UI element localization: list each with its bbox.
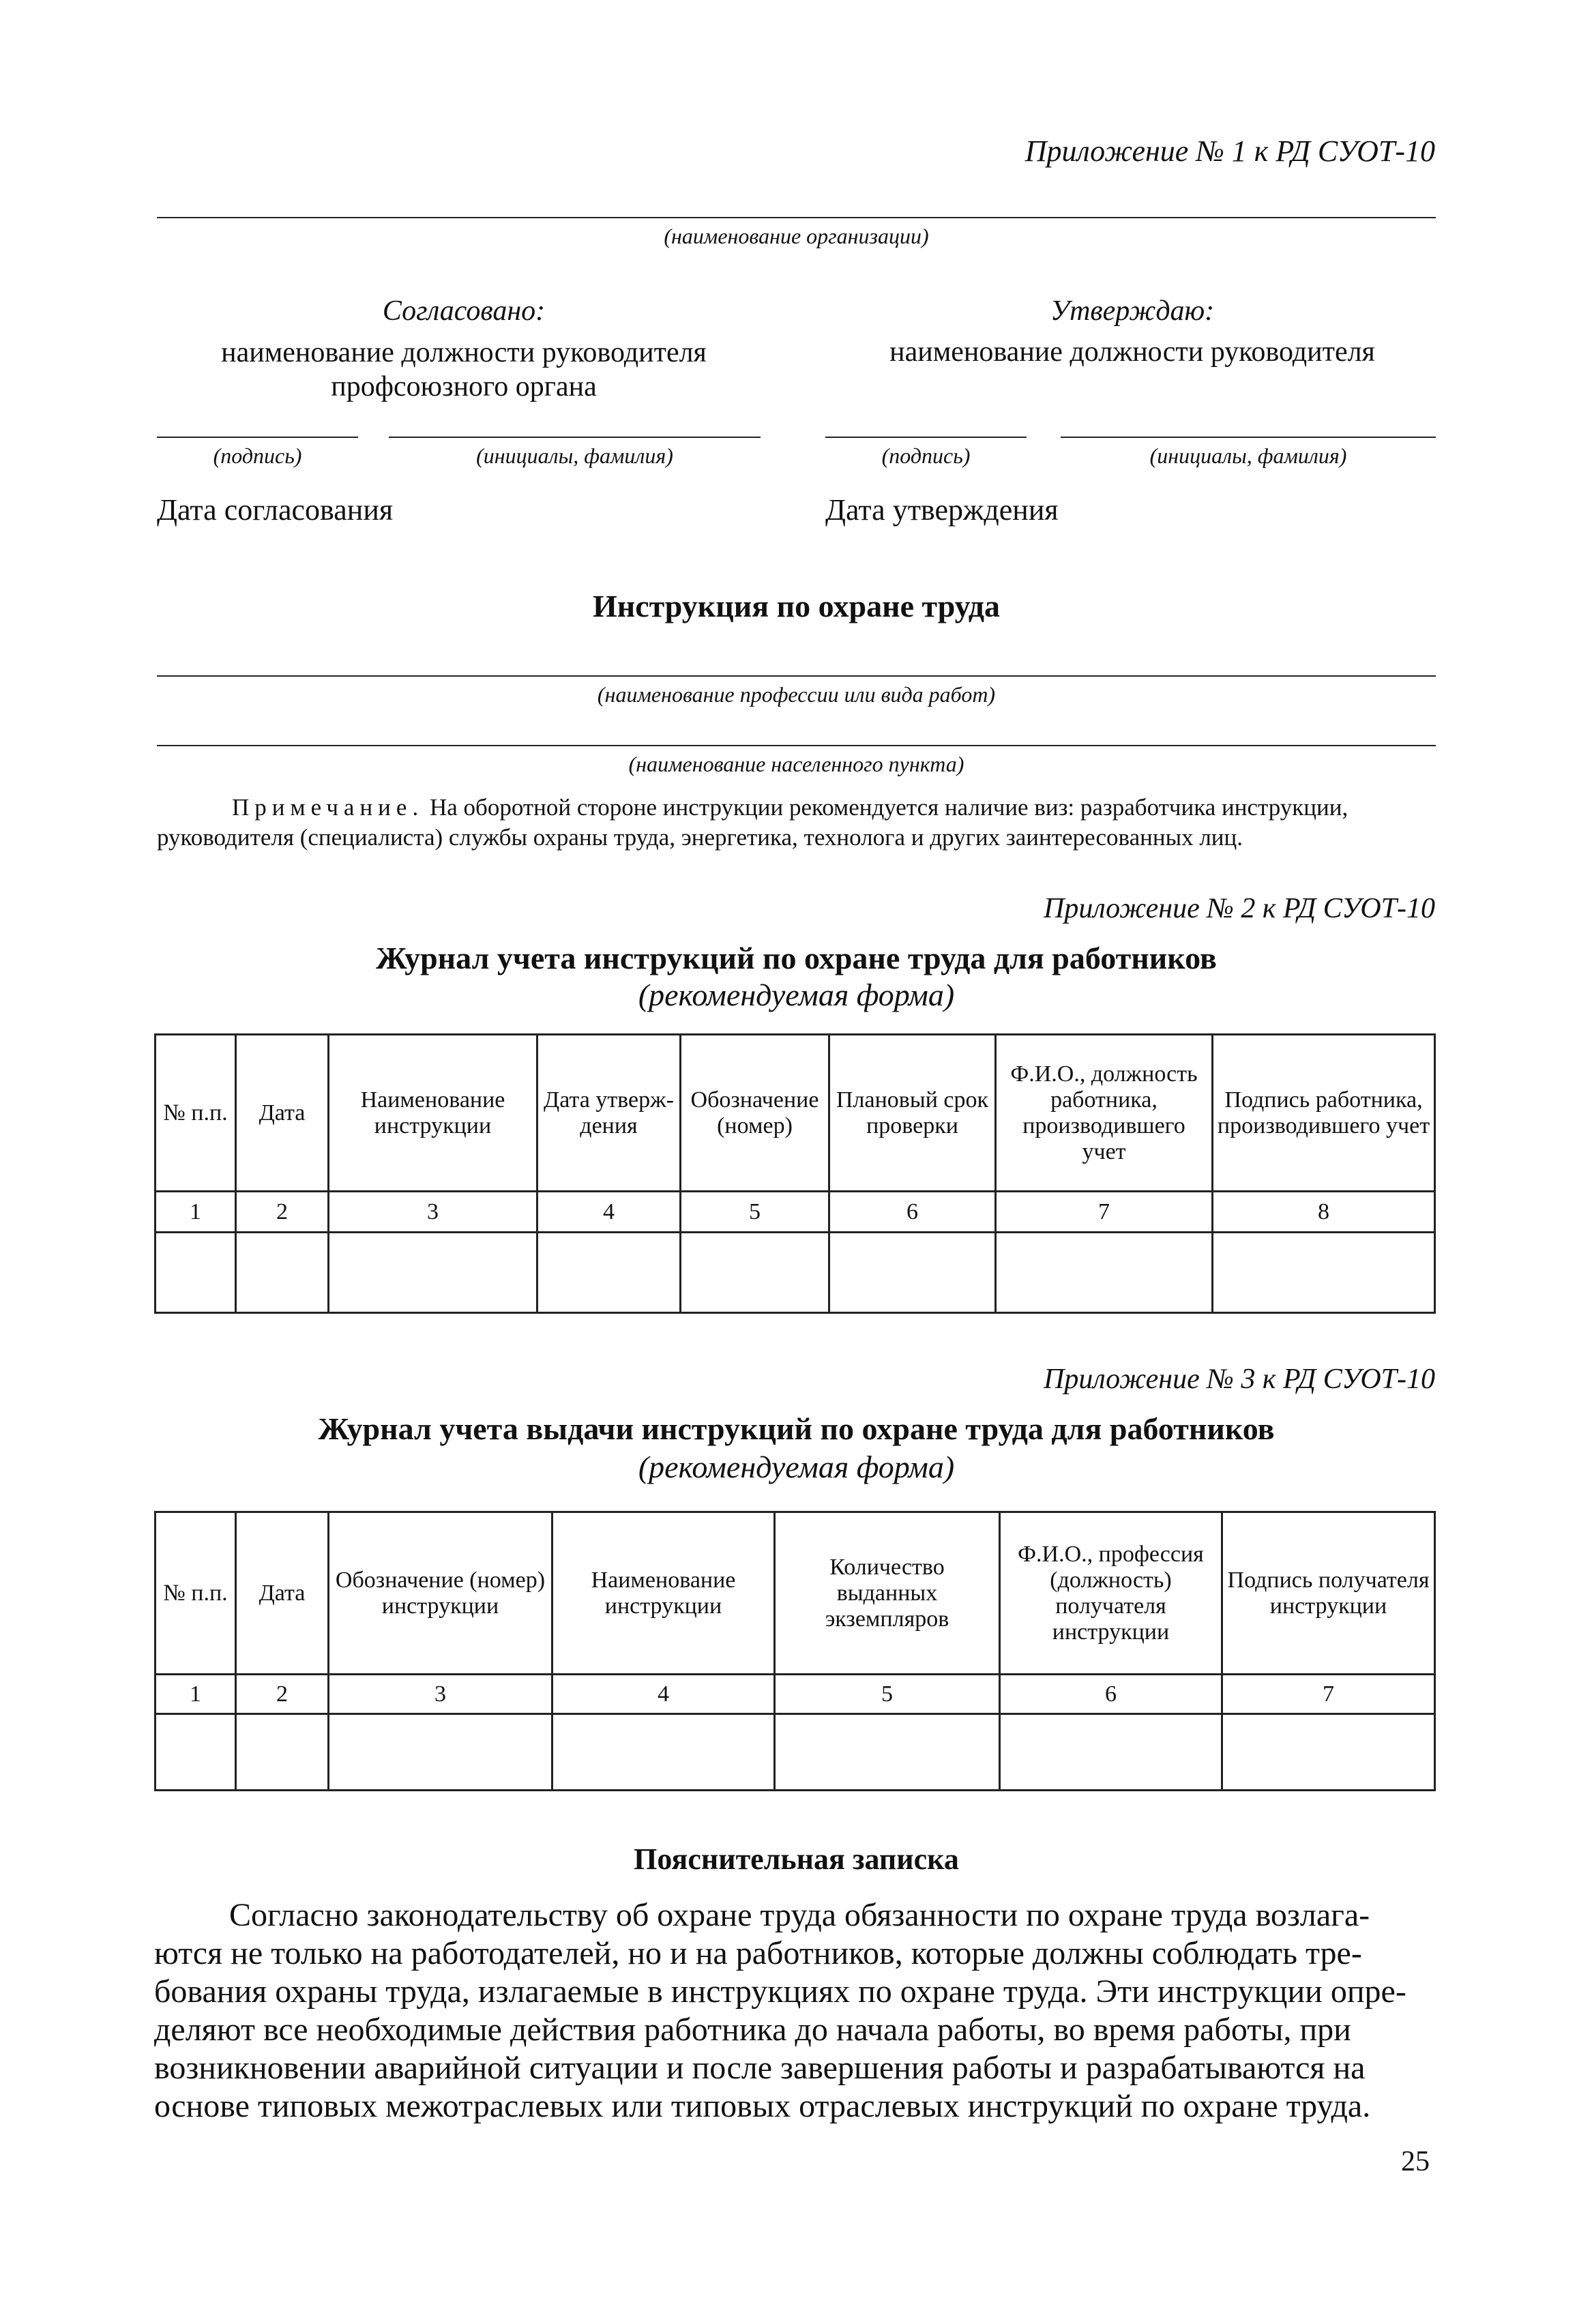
journal1-empty-row [156,1233,1435,1313]
note-line1: На оборотной стороне инструкции рекомендуется наличие виз: разработчика инструкции, [429,794,1348,821]
journal1-header-row [156,1035,1435,1192]
journal2-number-cell: 7 [1222,1675,1435,1714]
journal2-header-cell: Обозначение (номер) инструкции [329,1512,552,1675]
explanatory-note-title: Пояснительная записка [634,1842,959,1876]
right-name-caption: (инициалы, фамилия) [1149,443,1347,468]
explanatory-note-body [154,1896,1435,2126]
journal2-table [154,1511,1436,1791]
journal2-header-cell: Наименование инструкции [552,1512,775,1675]
journal2-empty-cell [1000,1714,1222,1791]
journal1-number-cell: 6 [829,1192,996,1233]
journal1-header-cell: Обозначение (номер) [681,1035,829,1192]
locality-line [157,745,1436,746]
journal1-empty-cell [996,1233,1213,1313]
journal2-number-cell: 1 [156,1675,236,1714]
journal1-header-cell: Наименование инструкции [329,1035,537,1192]
journal1-header-cell: Дата [236,1035,329,1192]
locality-caption: (наименование населенного пункта) [628,752,964,776]
journal1-empty-cell [537,1233,681,1313]
confirm-heading: Утверждаю: [1050,295,1215,327]
note-label: Примечание. [232,794,424,821]
appendix2-ref: Приложение № 2 к РД СУОТ-10 [1044,893,1435,924]
journal1-empty-cell [829,1233,996,1313]
journal1-number-cell: 3 [329,1192,537,1233]
journal2-number-cell: 4 [552,1675,775,1714]
journal2-empty-cell [775,1714,1000,1791]
note-paragraph-line: ются не только на работодателей, но и на работников, которые должны соблюдать тре- [154,1935,1362,1971]
appendix1-ref: Приложение № 1 к РД СУОТ-10 [1025,134,1435,168]
right-signature-line [825,437,1027,438]
journal2-header-cell: Количество выданных экземпляров [775,1512,1000,1675]
journal2-header-cell: № п.п. [156,1512,236,1675]
journal2-empty-cell [552,1714,775,1791]
profession-caption: (наименование профессии или вида работ) [597,682,996,707]
journal2-empty-cell [1222,1714,1435,1791]
journal2-empty-cell [329,1714,552,1791]
journal1-empty-cell [681,1233,829,1313]
journal2-number-cell: 2 [236,1675,329,1714]
approval-date-label: Дата согласования [157,493,394,527]
left-signature-caption: (подпись) [213,443,302,468]
left-name-line [389,437,761,438]
approval-position-line1: наименование должности руководителя [221,337,707,368]
journal1-number-cell: 1 [156,1192,236,1233]
journal1-empty-cell [236,1233,329,1313]
profession-line [157,675,1436,677]
page-number: 25 [1401,2146,1430,2177]
journal1-header-cell: № п.п. [156,1035,236,1192]
journal2-empty-cell [156,1714,236,1791]
left-signature-line [157,437,358,438]
approval-position-line2: профсоюзного органа [331,371,597,402]
journal2-number-cell: 5 [775,1675,1000,1714]
journal2-number-cell: 6 [1000,1675,1222,1714]
journal2-header-cell: Ф.И.О., профессия (должность) получателя инструкции [1000,1512,1222,1675]
org-name-caption: (наименование организации) [664,224,929,248]
note-line2: руководителя (специалиста) службы охраны труда, энергетика, технолога и других заинтересованных лиц. [157,824,1243,851]
note-paragraph-line: деляют все необходимые действия работника до начала работы, во время работы, при [154,2012,1351,2048]
left-name-caption: (инициалы, фамилия) [476,443,673,468]
journal1-number-cell: 4 [537,1192,681,1233]
journal1-subtitle: (рекомендуемая форма) [638,977,955,1012]
note-block [157,793,1436,853]
journal1-title: Журнал учета инструкций по охране труда для работников [376,941,1217,975]
journal2-header-cell: Дата [236,1512,329,1675]
journal1-number-cell: 2 [236,1192,329,1233]
confirm-date-label: Дата утверждения [825,493,1059,527]
journal1-empty-cell [156,1233,236,1313]
journal1-table [154,1033,1436,1314]
journal1-number-cell: 8 [1213,1192,1435,1233]
journal2-number-row [156,1675,1435,1714]
journal1-empty-cell [1213,1233,1435,1313]
approval-heading: Согласовано: [382,295,546,327]
journal1-header-cell: Дата утверж-дения [537,1035,681,1192]
journal2-header-cell: Подпись получателя инструкции [1222,1512,1435,1675]
approval-position [157,336,771,404]
journal2-empty-row [156,1714,1435,1791]
note-paragraph-line: бования охраны труда, излагаемые в инструкциях по охране труда. Эти инструкции опре- [154,1973,1406,2010]
journal2-subtitle: (рекомендуемая форма) [638,1450,955,1484]
note-paragraph-line: возникновении аварийной ситуации и после завершения работы и разрабатываются на [154,2050,1366,2086]
appendix3-ref: Приложение № 3 к РД СУОТ-10 [1044,1364,1435,1395]
note-paragraph-line: основе типовых межотраслевых или типовых отраслевых инструкций по охране труда. [154,2088,1371,2124]
org-name-line [157,217,1436,218]
journal1-empty-cell [329,1233,537,1313]
journal2-empty-cell [236,1714,329,1791]
right-signature-caption: (подпись) [881,443,971,468]
confirm-position: наименование должности руководителя [889,336,1375,368]
journal1-header-cell: Ф.И.О., должность работника, производившего учет [996,1035,1213,1192]
note-paragraph-line: Согласно законодательству об охране труда обязанности по охране труда возлага- [229,1897,1370,1933]
journal1-header-cell: Плановый срок проверки [829,1035,996,1192]
journal1-header-cell: Подпись работника, производившего учет [1213,1035,1435,1192]
right-name-line [1061,437,1436,438]
journal1-number-row [156,1192,1435,1233]
journal1-number-cell: 5 [681,1192,829,1233]
journal2-header-row [156,1512,1435,1675]
journal1-number-cell: 7 [996,1192,1213,1233]
journal2-number-cell: 3 [329,1675,552,1714]
journal2-title: Журнал учета выдачи инструкций по охране труда для работников [318,1411,1275,1446]
doc-title: Инструкция по охране труда [592,589,1001,623]
